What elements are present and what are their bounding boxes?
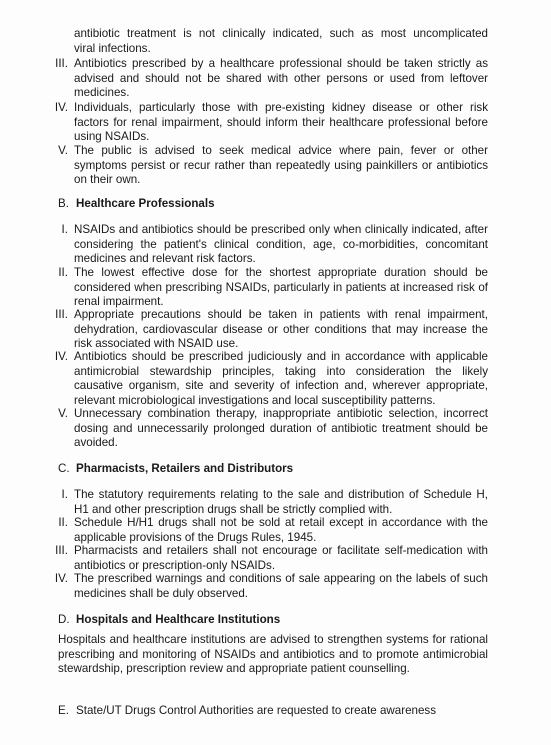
list-item: Appropriate precautions should be taken in patients with renal impairment, dehydration, cardiovascular disease or other conditions that may increase the risk associated with NSAID use.	[74, 308, 488, 351]
section-e-text: State/UT Drugs Control Authorities are requested to create awareness	[76, 704, 437, 717]
item-number: V.	[58, 144, 68, 157]
list-item: The prescribed warnings and conditions of sale appearing on the labels of such medicines shall be duly observed.	[74, 572, 488, 600]
list-item: The public is advised to seek medical advice where pain, fever or other symptoms persist or recur rather than repeatedly using painkillers or antibiotics on their own.	[74, 144, 488, 187]
item-number: I.	[61, 223, 68, 236]
section-title: Pharmacists, Retailers and Distributors	[76, 462, 294, 475]
section-title: Hospitals and Healthcare Institutions	[76, 613, 281, 626]
item-number: III.	[55, 544, 68, 557]
item-number: III.	[55, 308, 68, 321]
list-item: Pharmacists and retailers shall not encourage or facilitate self-medication with antibiotics or prescription-only NSAIDs.	[74, 544, 488, 572]
section-heading-b	[58, 197, 215, 212]
section-title: Healthcare Professionals	[76, 197, 215, 210]
section-heading-c	[58, 462, 293, 477]
section-letter: D.	[58, 613, 70, 626]
item-number: IV.	[54, 572, 68, 585]
item-number: IV.	[54, 350, 68, 363]
section-e-line	[58, 704, 488, 719]
item-number: II.	[58, 516, 68, 529]
list-item: Individuals, particularly those with pre-existing kidney disease or other risk factors for renal impairment, should inform their healthcare professional before using NSAIDs.	[74, 101, 488, 144]
continuation-text	[74, 27, 488, 56]
list-item: The lowest effective dose for the shortest appropriate duration should be considered when prescribing NSAIDs, particularly in patients at increased risk of renal impairment.	[74, 266, 488, 309]
section-letter: B.	[58, 197, 69, 210]
item-number: V.	[58, 407, 68, 420]
section-paragraph: Hospitals and healthcare institutions are advised to strengthen systems for rational prescribing and monitoring of NSAIDs and antibiotics and to promote antimicrobial stewardship, prescription review and appropriate patient counselling.	[58, 633, 488, 676]
list-item: NSAIDs and antibiotics should be prescribed only when clinically indicated, after considering the patient's clinical condition, age, co-morbidities, concomitant medicines and relevant risk factors.	[74, 223, 488, 266]
list-item: Antibiotics should be prescribed judiciously and in accordance with applicable antimicrobial stewardship principles, taking into consideration the likely causative organism, site and severity of infection and, wherever appropriate, relevant microbiological investigations and local susceptibility patterns.	[74, 350, 488, 407]
list-item: The statutory requirements relating to the sale and distribution of Schedule H, H1 and other prescription drugs shall be strictly complied with.	[74, 488, 488, 516]
section-letter: C.	[58, 462, 70, 475]
item-number: III.	[55, 57, 68, 70]
list-item: Schedule H/H1 drugs shall not be sold at retail except in accordance with the applicable provisions of the Drugs Rules, 1945.	[74, 516, 488, 544]
item-number: I.	[61, 488, 68, 501]
section-heading-d	[58, 613, 280, 628]
list-item: Unnecessary combination therapy, inappropriate antibiotic selection, incorrect dosing and unnecessarily prolonged duration of antibiotic treatment should be avoided.	[74, 407, 488, 450]
item-number: IV.	[54, 101, 68, 114]
list-item: Antibiotics prescribed by a healthcare professional should be taken strictly as advised and should not be shared with other persons or used from leftover medicines.	[74, 57, 488, 100]
item-number: II.	[58, 266, 68, 279]
section-letter: E.	[58, 704, 69, 717]
continuation-line: viral infections.	[74, 41, 151, 55]
continuation-line: antibiotic treatment is not clinically indicated, such as most uncomplicated	[74, 27, 488, 40]
